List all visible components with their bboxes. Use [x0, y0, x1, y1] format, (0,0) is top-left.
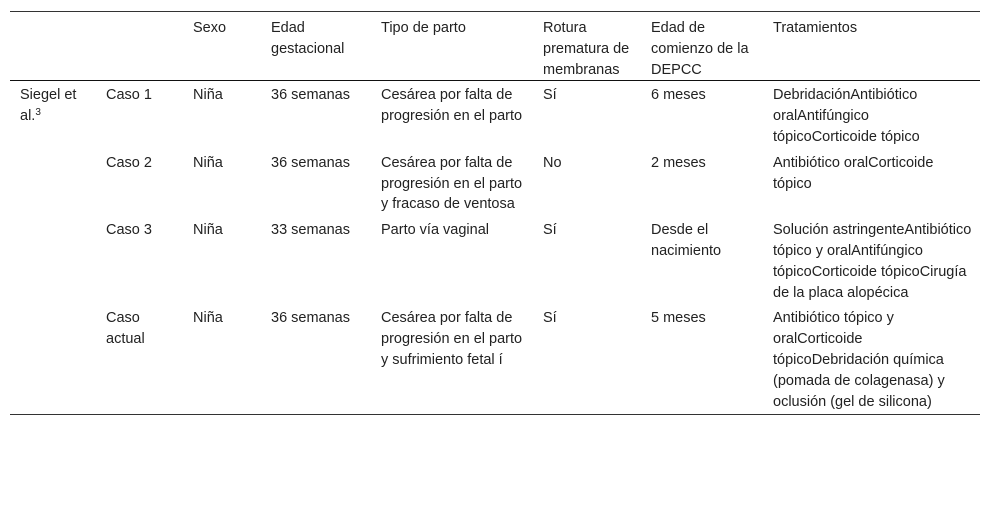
cell-edad-gestacional: 33 semanas: [271, 222, 350, 239]
table-row: [10, 217, 980, 305]
cell-tipo-parto: Cesárea por falta de progresión en el parto: [381, 87, 523, 125]
cell-tratamientos: Solución astringenteAntibiótico tópico y oralAntifúngico tópicoCorticoide tópicoCirugía de la placa alopécica: [773, 222, 972, 301]
cell-sexo: Niña: [193, 310, 223, 327]
table-body: [10, 81, 980, 415]
case-comparison-table-container: [10, 11, 980, 415]
cell-comienzo: Desde el nacimiento: [651, 222, 722, 259]
header-cell-edad-gestacional: Edad gestacional: [271, 20, 345, 57]
header-cell-comienzo: Edad de comienzo de la DEPCC: [651, 20, 749, 78]
cell-rotura: No: [543, 154, 562, 171]
header-cell-sexo: Sexo: [193, 20, 227, 36]
header-cell-group: [10, 12, 96, 81]
cell-tipo-parto: Cesárea por falta de progresión en el parto y sufrimiento fetal í: [381, 310, 523, 368]
cell-tratamientos: Antibiótico oralCorticoide tópico: [773, 154, 934, 192]
header-row: [10, 12, 980, 81]
header-cell-case: [96, 12, 183, 81]
header-cell-rotura: Rotura prematura de membranas: [543, 20, 630, 78]
cell-edad-gestacional: 36 semanas: [271, 154, 350, 171]
cell-sexo: Niña: [193, 222, 223, 239]
cell-group-empty: [10, 305, 96, 414]
cell-caso: Caso actual: [106, 310, 145, 348]
cell-comienzo: 6 meses: [651, 87, 706, 104]
cell-rotura: Sí: [543, 222, 557, 239]
cell-caso: Caso 1: [106, 87, 152, 104]
table-row: [10, 150, 980, 217]
cell-caso: Caso 2: [106, 154, 152, 171]
cell-tratamientos: DebridaciónAntibiótico oralAntifúngico tópicoCorticoide tópico: [773, 87, 920, 145]
reference-link[interactable]: 3: [35, 107, 41, 119]
cell-edad-gestacional: 36 semanas: [271, 87, 350, 104]
header-cell-tipo-parto: Tipo de parto: [381, 20, 466, 36]
case-comparison-table: [10, 11, 980, 415]
cell-rotura: Sí: [543, 87, 557, 104]
group-label: Siegel et al.: [20, 87, 77, 125]
cell-tipo-parto: Parto vía vaginal: [381, 222, 490, 239]
cell-comienzo: 2 meses: [651, 154, 706, 171]
cell-tratamientos: Antibiótico tópico y oralCorticoide tópicoDebridación química (pomada de colagenasa) y oclusión (gel de silicona): [773, 310, 945, 410]
table-row: [10, 81, 980, 150]
cell-sexo: Niña: [193, 154, 223, 171]
cell-caso: Caso 3: [106, 222, 152, 239]
table-row: [10, 305, 980, 414]
cell-comienzo: 5 meses: [651, 310, 706, 327]
cell-sexo: Niña: [193, 87, 223, 104]
header-cell-tratamientos: Tratamientos: [773, 20, 858, 36]
table-header: [10, 12, 980, 81]
group-cell: [10, 81, 96, 305]
cell-edad-gestacional: 36 semanas: [271, 310, 350, 327]
cell-tipo-parto: Cesárea por falta de progresión en el parto y fracaso de ventosa: [381, 154, 523, 213]
cell-rotura: Sí: [543, 310, 557, 327]
